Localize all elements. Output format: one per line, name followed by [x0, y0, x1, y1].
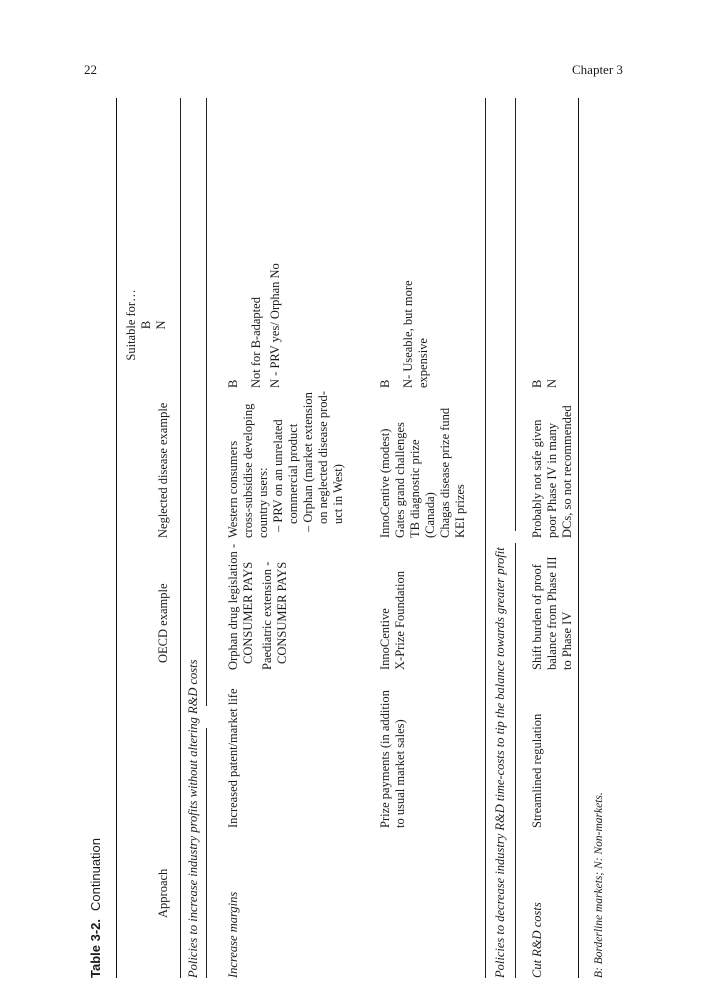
r3-suitable-line: B: [530, 379, 544, 388]
r3-neglected-line: Probably not safe given: [530, 419, 544, 538]
category-cut-rd-costs: Cut R&D costs: [530, 902, 544, 978]
header-suitable-n: N: [154, 320, 168, 330]
r2-approach-line: Prize payments (in addition: [378, 690, 392, 828]
r3-neglected-line: poor Phase IV in many: [545, 422, 559, 538]
bottom-rule: [578, 98, 579, 978]
r1-suitable-line: Not for B-adapted: [249, 297, 263, 388]
r1-approach: [226, 688, 241, 828]
r2-suitable-line: expensive: [416, 338, 430, 388]
r1-suitable-line: N - PRV yes/ Orphan No: [268, 263, 282, 388]
r1-oecd-line: Paediatric extension -: [260, 561, 274, 670]
r1-neglected-line: – Orphan (market extension: [301, 392, 315, 532]
category-increase-margins: Increase margins: [226, 891, 240, 978]
header-rule: [180, 98, 181, 978]
header-suitable-title: Suitable for…: [124, 289, 138, 361]
r1-neglected-line: on neglected disease prod-: [316, 391, 330, 524]
top-rule: [116, 98, 117, 978]
section-rule-left: [206, 728, 207, 978]
r1-neglected-line: – PRV on an unrelated: [271, 419, 285, 532]
header-suitable: [124, 260, 169, 390]
chapter-label: Chapter 3: [572, 62, 623, 77]
r1-suitable: [226, 263, 283, 388]
r2-oecd-line: X-Prize Foundation: [393, 571, 407, 670]
r2-neglected-line: InnoCentive (modest): [378, 428, 392, 538]
r1-neglected-line: cross-subsidise developing: [241, 403, 255, 538]
r1-suitable-line: B: [226, 379, 240, 388]
header-oecd: OECD example: [156, 583, 170, 663]
r2-suitable-line: N- Useable, but more: [401, 280, 415, 388]
r3-oecd-line: Shift burden of proof: [530, 564, 544, 670]
section-rule-right: [206, 98, 207, 706]
header-neglected: Neglected disease example: [156, 402, 170, 538]
page-number: 22: [84, 62, 97, 77]
r2-neglected-line: KEI prizes: [453, 484, 467, 538]
r3-oecd: [530, 557, 575, 671]
r3-oecd-line: to Phase IV: [560, 611, 574, 670]
r2-suitable: [378, 280, 431, 388]
r1-neglected-line: country users:: [256, 467, 270, 538]
r2-oecd-line: InnoCentive: [378, 608, 392, 670]
r1-neglected-line: Western consumers: [226, 440, 240, 538]
section-title-rd-costs: Policies to decrease industry R&D time-costs to tip the balance towards greater profit: [493, 547, 507, 978]
section-title-profits: Policies to increase industry profits without altering R&D costs: [186, 659, 200, 978]
r2-suitable-line: B: [378, 379, 392, 388]
table-footnote: B: Borderline markets; N: Non-markets.: [593, 792, 605, 978]
table-caption: [88, 838, 103, 978]
r1-neglected-line: commercial product: [286, 423, 300, 524]
r1-oecd-line: Orphan drug legislation -: [226, 543, 240, 670]
r2-neglected-line: TB diagnostic prize: [408, 439, 422, 538]
r1-neglected-line: uct in West): [331, 464, 345, 524]
r1-oecd-line: CONSUMER PAYS: [275, 561, 289, 664]
r3-approach-line: Streamlined regulation: [530, 713, 544, 828]
r2-neglected: [378, 408, 468, 538]
r3-suitable: [530, 379, 560, 388]
r3-suitable-line: N: [545, 378, 559, 388]
r2-neglected-line: Chagas disease prize fund: [438, 407, 452, 538]
r1-approach-line: Increased patent/market life: [226, 688, 240, 828]
r2-neglected-line: Gates grand challenges: [393, 422, 407, 538]
header-approach: Approach: [156, 868, 170, 918]
r3-neglected: [530, 405, 575, 538]
row-rule: [485, 98, 486, 978]
table-label: Table 3-2.: [88, 918, 103, 978]
table-continuation: Continuation: [88, 837, 103, 911]
r2-oecd: [378, 571, 408, 670]
r3-neglected-line: DCs, so not recommended: [560, 405, 574, 538]
r2-approach: [378, 690, 408, 828]
r1-neglected: [226, 391, 346, 538]
r2-neglected-line: (Canada): [423, 492, 437, 538]
section-rule-right: [515, 98, 516, 531]
section-rule-left: [515, 543, 516, 978]
rotated-table: [88, 98, 608, 978]
r1-oecd-line: CONSUMER PAYS: [241, 561, 255, 664]
r3-oecd-line: balance from Phase III: [545, 556, 559, 670]
r1-oecd: [226, 544, 290, 670]
r2-approach-line: to usual market sales): [393, 719, 407, 828]
r3-approach: [530, 714, 545, 828]
header-suitable-b: B: [139, 320, 153, 330]
